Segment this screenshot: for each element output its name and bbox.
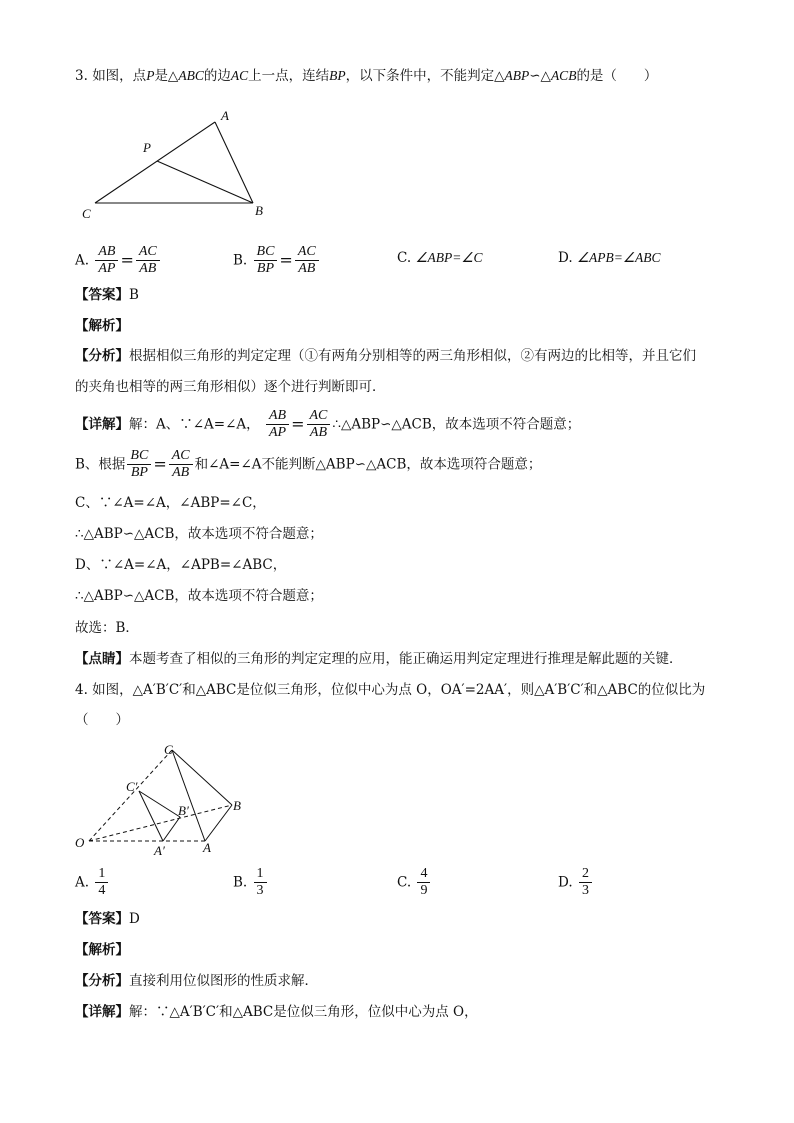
q4-homothety-figure <box>72 738 262 863</box>
q3-detail-a-frac-1: $\frac{AB}{AP}$ <box>266 408 289 441</box>
q4-answer: 【答案】D <box>75 911 140 927</box>
q4-option-a: A. $\frac{1}{4}$ <box>75 866 110 899</box>
q4-option-d-frac: $\frac{2}{3}$ <box>579 866 592 899</box>
q3-option-d: D. ∠APB=∠ABC <box>558 250 661 266</box>
q3-triangle-figure <box>75 105 275 225</box>
q4-label-b-prime: B′ <box>178 803 189 818</box>
q3-stem: 3. 如图，点P是△ABC的边AC上一点，连结BP，以下条件中，不能判定△ABP∽△ACB的是（ ） <box>75 68 658 84</box>
q4-stem-2: （ ） <box>75 712 129 728</box>
q3-label-b: B <box>255 203 263 218</box>
q4-label-o: O <box>75 835 85 850</box>
q3-option-a-frac-right: $\frac{AC}{AB}$ <box>136 244 160 277</box>
q3-detail-b-frac-2: $\frac{AC}{AB}$ <box>169 448 193 481</box>
q4-option-b-frac: $\frac{1}{3}$ <box>254 866 267 899</box>
q4-option-d: D. $\frac{2}{3}$ <box>558 866 594 899</box>
q4-stem-1: 4. 如图，△A′B′C′和△ABC是位似三角形，位似中心为点 O，OA′=2AA′，则△A′B′C′和△ABC的位似比为 <box>75 682 706 698</box>
q3-label-a: A <box>221 108 229 123</box>
q3-option-a-frac-left: $\frac{AB}{AP}$ <box>95 244 118 277</box>
q4-side-ca <box>172 750 205 841</box>
q3-option-c: C. ∠ABP=∠C <box>397 250 483 266</box>
q3-label-p: P <box>143 140 151 155</box>
q3-detail-b: B、根据 $\frac{BC}{BP}$ = $\frac{AC}{AB}$ 和∠A=∠A不能判断△ABP∽△ACB，故本选项符合题意； <box>75 448 542 480</box>
q4-label-b: B <box>233 798 241 813</box>
q3-segment-ca <box>95 122 215 203</box>
q3-detail-a: 【详解】解：A、∵∠A=∠A， $\frac{AB}{AP}$ = $\frac{AC}{AB}$ ∴△ABP∽△ACB，故本选项不符合题意； <box>75 408 581 440</box>
q4-option-c-frac: $\frac{4}{9}$ <box>417 866 430 899</box>
q3-detail-c1: C、∵∠A=∠A，∠ABP=∠C， <box>75 495 266 511</box>
q3-number: 3. <box>75 68 88 84</box>
q3-segment-ab <box>215 122 253 203</box>
q4-label-a-prime: A′ <box>154 843 165 858</box>
q4-option-c: C. $\frac{4}{9}$ <box>397 866 432 899</box>
q4-label-c: C <box>164 742 173 757</box>
q4-label-c-prime: C′ <box>126 779 138 794</box>
q3-choose: 故选：B． <box>75 620 139 636</box>
q4-fenxi: 【分析】直接利用位似图形的性质求解． <box>75 973 318 989</box>
q3-option-b-frac-right: $\frac{AC}{AB}$ <box>295 244 319 277</box>
q3-label-c: C <box>82 206 91 221</box>
q3-answer: 【答案】B <box>75 287 139 303</box>
q4-detail: 【详解】解：∵△A′B′C′和△ABC是位似三角形，位似中心为点 O， <box>75 1004 478 1020</box>
q3-analysis-heading: 【解析】 <box>75 318 129 334</box>
q4-option-b: B. $\frac{1}{3}$ <box>233 866 269 899</box>
q3-detail-c2: ∴△ABP∽△ACB，故本选项不符合题意； <box>75 526 323 542</box>
q3-detail-d1: D、∵∠A=∠A，∠APB=∠ABC， <box>75 557 287 573</box>
q4-option-a-frac: $\frac{1}{4}$ <box>95 866 108 899</box>
q3-option-b-frac-left: $\frac{BC}{BP}$ <box>254 244 278 277</box>
q4-side-cb <box>172 750 232 805</box>
q4-ray-oc <box>89 750 172 841</box>
q3-fenxi-line-1: 【分析】根据相似三角形的判定定理（①有两角分别相等的两三角形相似，②有两边的比相等，并且它们 <box>75 348 696 364</box>
q4-label-a: A <box>203 840 211 855</box>
q3-detail-d2: ∴△ABP∽△ACB，故本选项不符合题意； <box>75 588 323 604</box>
q4-analysis-heading: 【解析】 <box>75 942 129 958</box>
q3-option-b: B. $\frac{BC}{BP}$ = $\frac{AC}{AB}$ <box>233 244 321 277</box>
q3-detail-a-frac-2: $\frac{AC}{AB}$ <box>307 408 331 441</box>
q3-dianjing: 【点睛】本题考查了相似的三角形的判定定理的应用，能正确运用判定定理进行推理是解此题的关键． <box>75 651 683 667</box>
q3-option-a: A. $\frac{AB}{AP}$ = $\frac{AC}{AB}$ <box>75 244 162 277</box>
q3-detail-b-frac-1: $\frac{BC}{BP}$ <box>127 448 151 481</box>
q3-segment-bp <box>157 161 253 203</box>
q3-fenxi-line-2: 的夹角也相等的两三角形相似）逐个进行判断即可． <box>75 379 386 395</box>
q4-side-ba <box>205 805 232 841</box>
